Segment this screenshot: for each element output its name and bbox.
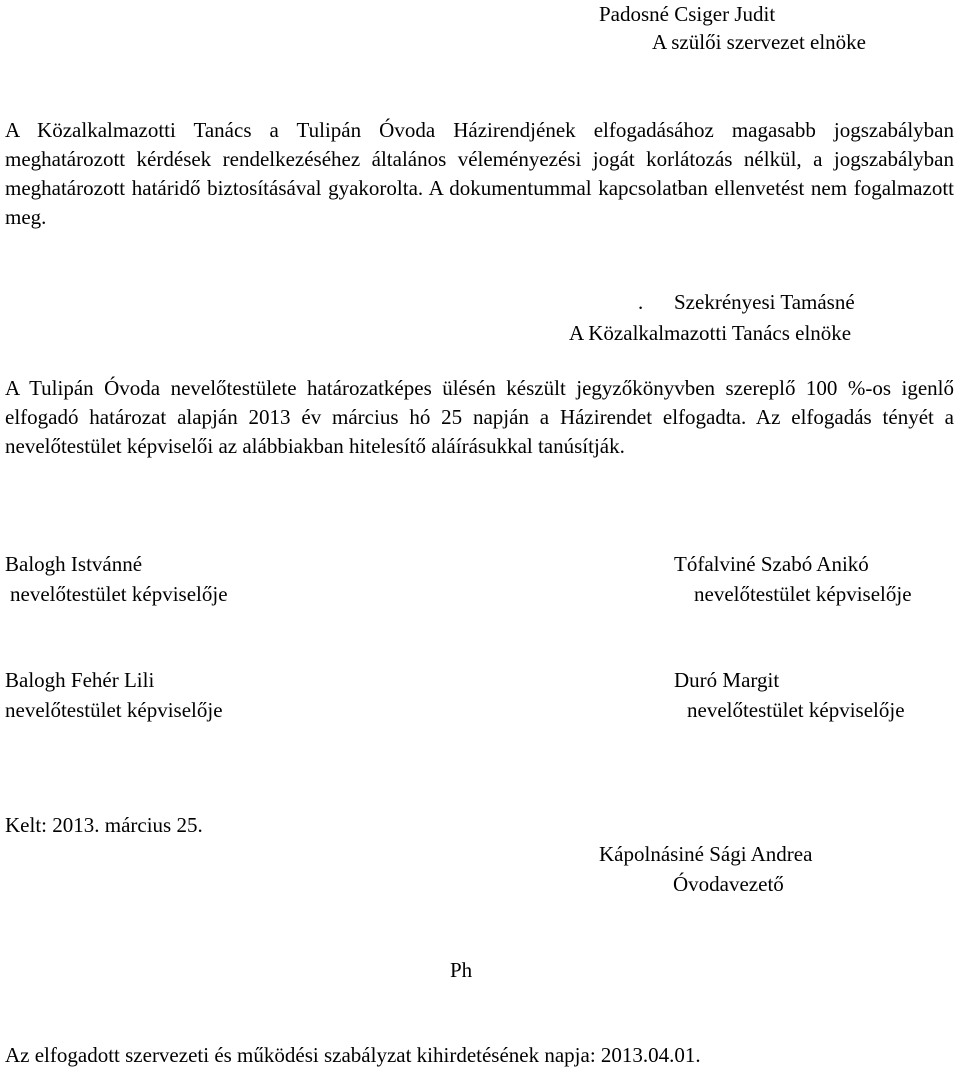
- council-chair-title: A Közalkalmazotti Tanács elnöke: [569, 321, 852, 345]
- stamp-label: Ph: [450, 958, 473, 982]
- signatory-name: Balogh Fehér Lili: [5, 668, 155, 692]
- council-chair-name: Szekrényesi Tamásné: [674, 290, 855, 314]
- director-title: Óvodavezető: [673, 872, 784, 896]
- signatory-name: Tófalviné Szabó Anikó: [674, 552, 869, 576]
- parent-org-name: Padosné Csiger Judit: [599, 2, 776, 26]
- council-chair-dot: .: [638, 290, 644, 314]
- signatory-name: Duró Margit: [674, 668, 780, 692]
- signatory-role: nevelőtestület képviselője: [694, 582, 912, 606]
- staff-paragraph: A Tulipán Óvoda nevelőtestülete határozatképes ülésén készült jegyzőkönyvben szereplő 100 %-os igenlő elfogadó határozat alapján 2013 év március hó 25 napján a Házirendet elfogadta. Az elfogadás tényét a nevelőtestület képviselői az alábbiakban hitelesítő aláírásukkal tanúsítják.: [5, 376, 954, 458]
- signatory-role: nevelőtestület képviselője: [687, 698, 905, 722]
- signatory-role: nevelőtestület képviselője: [5, 698, 223, 722]
- footer-line: Az elfogadott szervezeti és működési szabályzat kihirdetésének napja: 2013.04.01.: [5, 1043, 701, 1067]
- signatory-role: nevelőtestület képviselője: [10, 582, 228, 606]
- date-line: Kelt: 2013. március 25.: [5, 813, 203, 837]
- council-paragraph: A Közalkalmazotti Tanács a Tulipán Óvoda Házirendjének elfogadásához magasabb jogszabályban meghatározott kérdések rendelkezéséhez általános véleményezési jogát korlátozás nélkül, a jogszabályban meghatározott határidő biztosításával gyakorolta. A dokumentummal kapcsolatban ellenvetést nem fogalmazott meg.: [5, 118, 954, 229]
- parent-org-title: A szülői szervezet elnöke: [652, 30, 866, 54]
- director-name: Kápolnásiné Sági Andrea: [599, 842, 813, 866]
- signatory-name: Balogh Istvánné: [5, 552, 143, 576]
